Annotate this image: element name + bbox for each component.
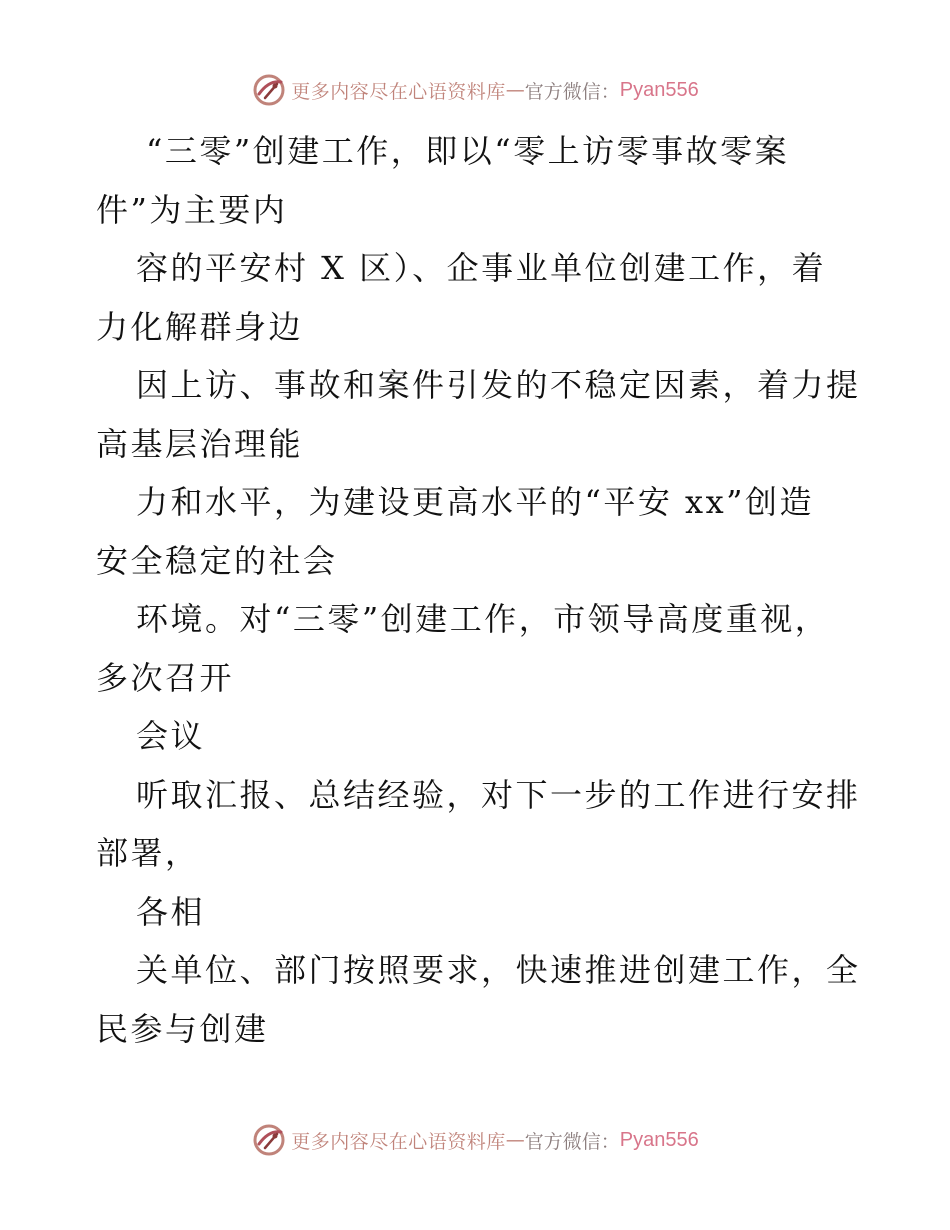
text-line: 关单位、部门按照要求，快速推进创建工作，全 [136, 951, 861, 989]
text-line: 安全稳定的社会 [96, 541, 338, 580]
text-line: 多次召开 [96, 658, 235, 697]
document-body [96, 122, 866, 1058]
text-line: “三零”创建工作，即以“零上访零事故零案 [146, 132, 790, 170]
text-line: 环境。对“三零”创建工作，市领导高度重视， [136, 600, 830, 638]
watermark-site-text: 更多内容尽在心语资料库 [291, 1130, 506, 1153]
text-line: 容的平安村 X 区）、企事业单位创建工作，着 [136, 249, 827, 287]
text-line: 民参与创建 [96, 1009, 269, 1048]
watermark-official-label: 官方微信： [524, 80, 620, 103]
watermark-dash: — [505, 1129, 525, 1151]
watermark-site-text: 更多内容尽在心语资料库 [291, 80, 506, 103]
brush-logo-icon [251, 1122, 287, 1158]
text-line: 力和水平，为建设更高水平的“平安 xx”创造 [136, 483, 814, 521]
text-line: 因上访、事故和案件引发的不稳定因素，着力提 [136, 366, 861, 404]
text-line: 力化解群身边 [96, 307, 304, 346]
watermark-wechat-id: Pyan556 [619, 1128, 699, 1151]
text-line: 听取汇报、总结经验，对下一步的工作进行安排 [136, 775, 861, 814]
header-watermark [0, 70, 950, 110]
text-line: 件”为主要内 [96, 190, 288, 229]
text-line: 高基层治理能 [96, 424, 304, 463]
brush-logo-icon [251, 72, 287, 108]
footer-watermark [0, 1120, 950, 1160]
text-line: 各相 [136, 892, 206, 931]
watermark-wechat-id: Pyan556 [619, 78, 699, 101]
watermark-dash: — [505, 79, 525, 101]
watermark-official-label: 官方微信： [524, 1130, 620, 1153]
text-line: 部署， [96, 834, 200, 872]
text-line: 会议 [136, 717, 206, 755]
